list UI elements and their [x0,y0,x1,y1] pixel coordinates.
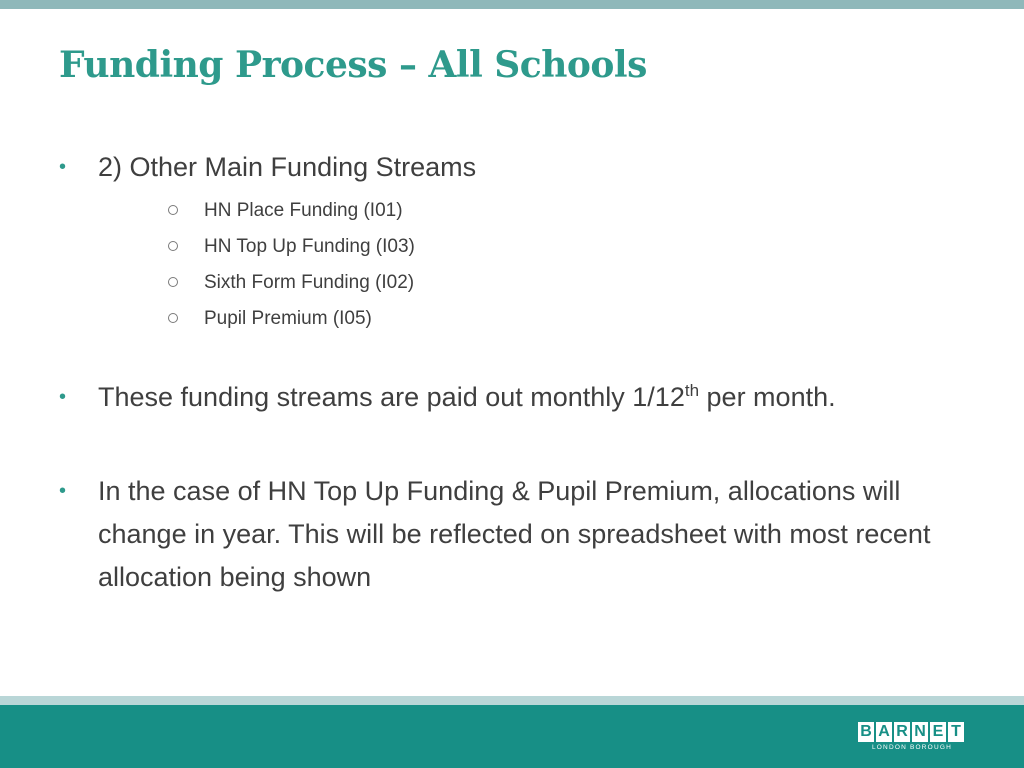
logo-letter: T [948,722,964,742]
circle-bullet-icon [168,205,178,215]
list-item-text: HN Place Funding (I01) [204,200,403,221]
bullet-monthly-payment [56,376,936,419]
bullet-text: 2) Other Main Funding Streams [98,152,477,182]
list-item [164,232,415,268]
list-item-text: Pupil Premium (I05) [204,308,372,329]
funding-streams-list [164,196,415,340]
bullet-other-funding-streams [56,146,936,189]
bullet-text-part1: These funding streams are paid out monthly 1/12 [98,382,685,412]
slide-title: Funding Process – All Schools [59,44,647,86]
bullet-text-part2: per month. [699,382,836,412]
list-item [164,268,415,304]
bullet-in-year-changes [56,470,936,599]
logo-letter: E [930,722,946,742]
circle-bullet-icon [168,241,178,251]
top-accent-bar [0,0,1024,9]
logo-letters [858,722,968,742]
footer-accent-strip [0,696,1024,705]
bullet-marker: • [59,480,67,502]
bullet-marker: • [59,156,67,178]
list-item [164,196,415,232]
list-item [164,304,415,340]
circle-bullet-icon [168,277,178,287]
logo-subtitle: LONDON BOROUGH [871,744,952,751]
barnet-logo [858,722,968,752]
list-item-text: HN Top Up Funding (I03) [204,236,415,257]
logo-letter: A [876,722,892,742]
circle-bullet-icon [168,313,178,323]
superscript-th: th [684,381,700,400]
logo-letter: B [858,722,874,742]
list-item-text: Sixth Form Funding (I02) [204,272,415,293]
bullet-text: In the case of HN Top Up Funding & Pupil Premium, allocations will change in year. This will be reflected on spreadsheet with most recent allocation being shown [98,476,931,592]
logo-letter: N [912,722,928,742]
bullet-marker: • [59,386,67,408]
logo-letter: R [894,722,910,742]
